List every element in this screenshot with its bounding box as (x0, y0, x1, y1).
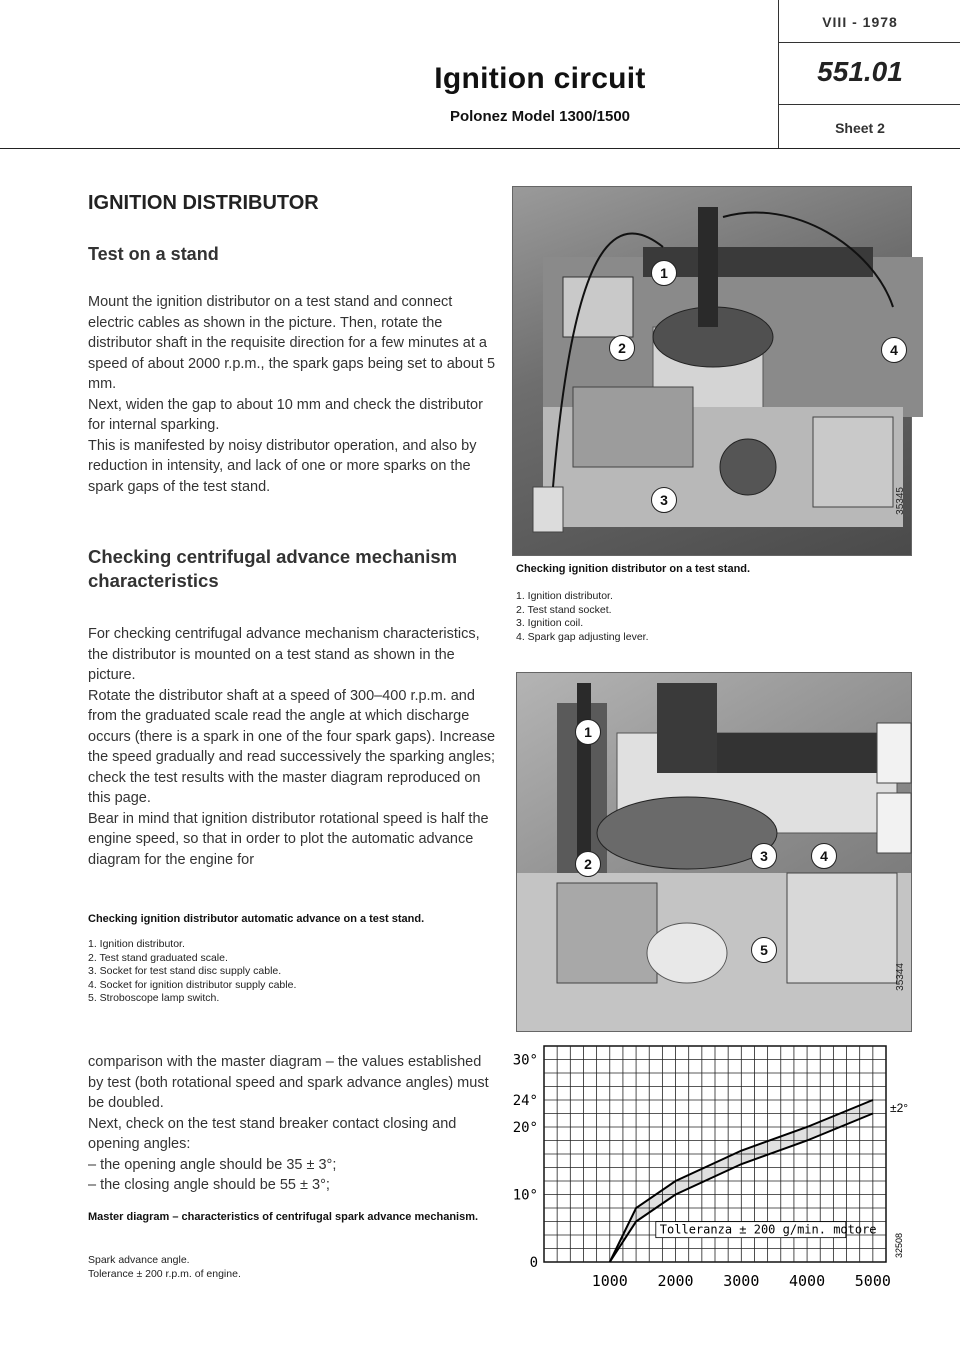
continuation-paragraph: Next, check on the test stand breaker contact closing and opening angles: (88, 1115, 457, 1152)
header-divider-vertical (778, 0, 779, 148)
photo-callout: 1 (575, 719, 601, 745)
chart-y-tick-label: 30° (512, 1052, 538, 1069)
photo-callout: 4 (881, 337, 907, 363)
caption-item: 3. Socket for test stand disc supply cable. (88, 965, 282, 977)
header-divider-2 (778, 104, 960, 105)
photo-callout: 3 (751, 843, 777, 869)
header-sheet: Sheet 2 (835, 120, 885, 136)
photo-number: 35345 (895, 487, 906, 515)
caption-item: 3. Ignition coil. (516, 617, 584, 629)
photo-number: 35344 (895, 963, 906, 991)
continuation-paragraph: – the closing angle should be 55 ± 3°; (88, 1177, 330, 1193)
chart-tolerance-label: ±2° (890, 1100, 909, 1115)
chart-x-tick-label: 4000 (789, 1272, 826, 1290)
chart-x-tick-label: 1000 (591, 1272, 628, 1290)
header-divider-1 (778, 42, 960, 43)
photo-callout: 5 (751, 937, 777, 963)
chart-x-tick-label: 3000 (723, 1272, 760, 1290)
chart-y-tick-label: 10° (512, 1187, 538, 1204)
photo-test-stand-illustration (513, 187, 911, 555)
fig-stand-caption-title: Checking ignition distributor on a test stand. (516, 563, 751, 575)
centrifugal-heading-line1: Checking centrifugal advance mechanism (88, 546, 458, 567)
test-body (88, 292, 500, 497)
centrifugal-paragraph: For checking centrifugal advance mechanism characteristics, the distributor is mounted on a test stand as shown in the picture. (88, 626, 480, 683)
centrifugal-heading-line2: characteristics (88, 570, 219, 591)
chart-y-tick-label: 20° (512, 1120, 538, 1136)
test-paragraph: Next, widen the gap to about 10 mm and check the distributor for internal sparking. (88, 396, 483, 433)
header-date: VIII - 1978 (822, 14, 898, 30)
photo-callout: 2 (609, 335, 635, 361)
continuation-body (88, 1052, 500, 1196)
caption-item: 5. Stroboscope lamp switch. (88, 992, 220, 1004)
continuation-paragraph: comparison with the master diagram – the values established by test (both rotational speed and spark advance angles) must be doubled. (88, 1054, 489, 1111)
chart-x-tick-label: 2000 (657, 1272, 694, 1290)
continuation-paragraph: – the opening angle should be 35 ± 3°; (88, 1156, 337, 1173)
chart-y-tick-label: 0 (529, 1255, 538, 1271)
chart-figure-number: 32508 (894, 1232, 904, 1258)
chart-x-tick-label: 5000 (854, 1272, 891, 1290)
photo-automatic-advance (516, 672, 912, 1032)
page-title: Ignition circuit (434, 62, 646, 95)
caption-item: 2. Test stand graduated scale. (88, 951, 228, 964)
photo-callout: 3 (651, 487, 677, 513)
caption-item: Spark advance angle. (88, 1254, 190, 1266)
test-paragraph: Mount the ignition distributor on a test stand and connect electric cables as shown in the picture. Then, rotate the distributor shaft in the requisite direction for a few minutes at a speed of about 2000 r.p.m., the spark gaps being set to about 5 mm. (88, 294, 496, 392)
centrifugal-paragraph: Bear in mind that ignition distributor rotational speed is half the engine speed, so that in order to plot the automatic advance diagram for the engine for (88, 810, 489, 868)
photo-test-stand (512, 186, 912, 556)
header-rule (0, 148, 960, 149)
chart-y-tick-label: 24° (512, 1093, 538, 1109)
caption-item: 1. Ignition distributor. (516, 590, 613, 602)
section-heading: IGNITION DISTRIBUTOR (88, 192, 319, 214)
test-paragraph: This is manifested by noisy distributor operation, and also by reduction in intensity, and lack of one or more sparks on the spark gaps of the test stand. (88, 437, 477, 495)
caption-item: 1. Ignition distributor. (88, 938, 185, 950)
header-code: 551.01 (817, 56, 903, 87)
fig-auto-caption-title: Checking ignition distributor automatic advance on a test stand. (88, 913, 425, 925)
centrifugal-body (88, 624, 500, 870)
chart-annotation: Tolleranza ± 200 g/min. motore (659, 1222, 877, 1237)
caption-item: 4. Spark gap adjusting lever. (516, 630, 649, 643)
master-diagram-chart (512, 1040, 910, 1300)
photo-callout: 2 (575, 851, 601, 877)
master-caption-list (88, 1254, 500, 1281)
page-subtitle: Polonez Model 1300/1500 (449, 108, 631, 125)
caption-item: 4. Socket for ignition distributor supply cable. (88, 978, 297, 991)
photo-callout: 1 (651, 260, 677, 286)
photo-callout: 4 (811, 843, 837, 869)
caption-item: Tolerance ± 200 r.p.m. of engine. (88, 1267, 241, 1280)
master-caption-title: Master diagram – characteristics of centrifugal spark advance mechanism. (88, 1211, 479, 1223)
caption-item: 2. Test stand socket. (516, 603, 612, 616)
fig-stand-caption-list (516, 590, 896, 644)
test-heading: Test on a stand (88, 244, 219, 264)
fig-auto-caption-list (88, 938, 508, 1006)
centrifugal-paragraph: Rotate the distributor shaft at a speed of 300–400 r.p.m. and from the graduated scale read the angle at which discharge occurs (there is a spark in one of the four spark gaps). Increase the speed gradually and read successively the sparking angles; check the test results with the master diagram reproduced on this page. (88, 687, 496, 806)
